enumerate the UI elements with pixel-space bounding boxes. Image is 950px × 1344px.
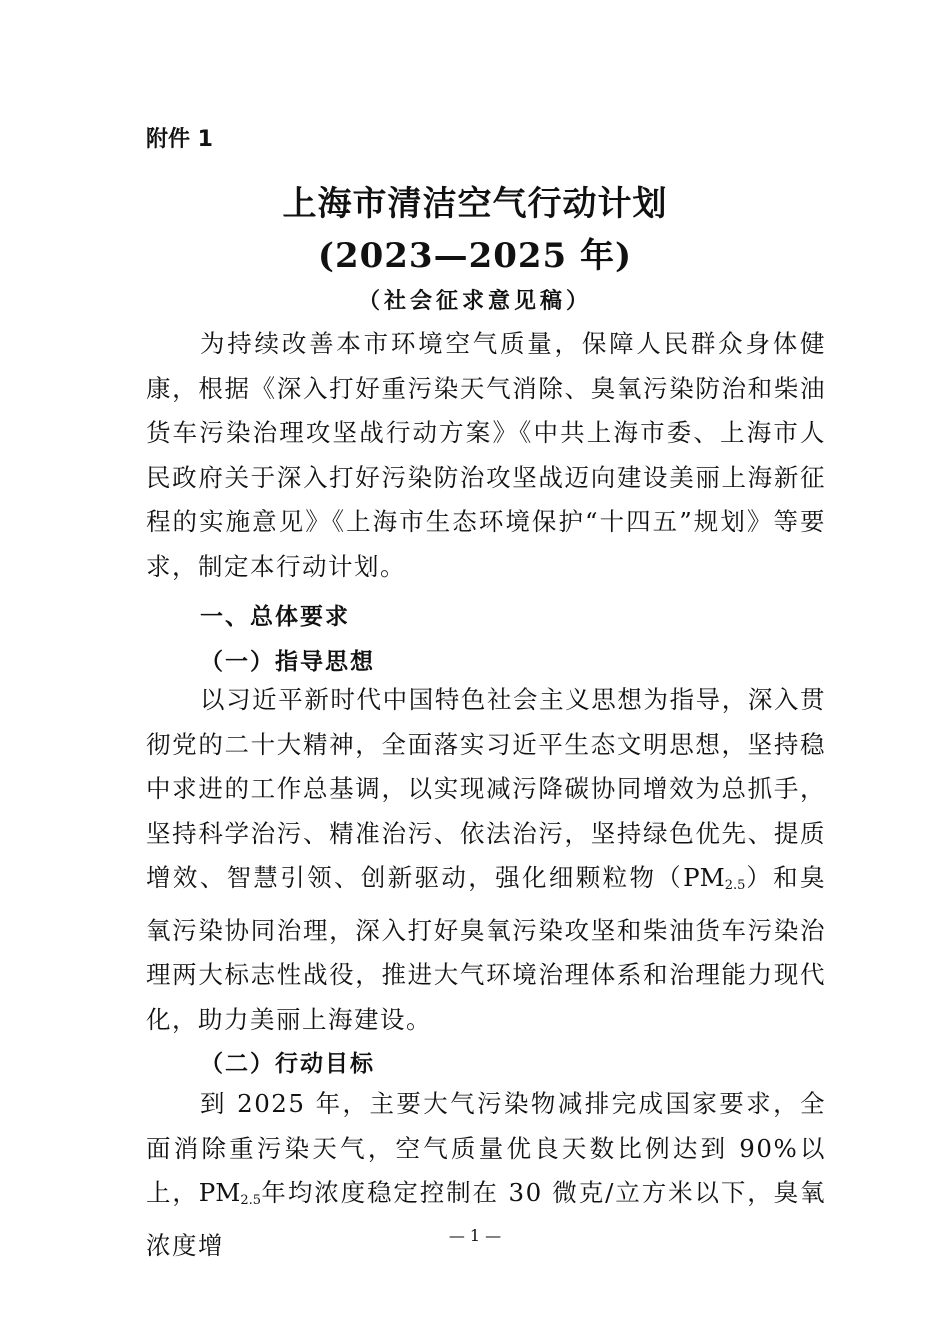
pm-sub-2: 2.5 (240, 1193, 262, 1208)
subsection-heading-action-goals: （二）行动目标 (200, 1051, 375, 1077)
pm-main-2: PM (198, 1178, 241, 1207)
pm-main: PM (683, 863, 725, 892)
goals-text-part1: 到 2025 年，主要大气污染物减排完成国家要求，全面消除重污染天气，空气质量优良天数比例达到 90%以上， (146, 1089, 826, 1207)
pm25-label-2 (199, 1178, 261, 1207)
guiding-text-part1: 以习近平新时代中国特色社会主义思想为指导，深入贯彻党的二十大精神，全面落实习近平生态文明思想，坚持稳中求进的工作总基调，以实现减污降碳协同增效为总抓手，坚持科学治污、精准治污、依法治污，坚持绿色优先、提质增效、智慧引领、创新驱动，强化细颗粒物（ (146, 685, 826, 892)
page-number: — 1 — (448, 1226, 502, 1245)
pm25-label (683, 863, 745, 892)
intro-text: 为持续改善本市环境空气质量，保障人民群众身体健康，根据《深入打好重污染天气消除、臭氧污染防治和柴油货车污染治理攻坚战行动方案》《中共上海市委、上海市人民政府关于深入打好污染防治攻坚战迈向建设美丽上海新征程的实施意见》《上海市生态环境保护“十四五”规划》等要求，制定本行动计划。 (146, 329, 826, 581)
document-title: 上海市清洁空气行动计划 (282, 184, 668, 224)
guiding-text-part2: ）和臭氧污染协同治理，深入打好臭氧污染攻坚和柴油货车污染治理两大标志性战役，推进大气环境治理体系和治理能力现代化，助力美丽上海建设。 (146, 863, 827, 1034)
intro-paragraph (146, 322, 826, 589)
pm-sub: 2.5 (724, 878, 746, 893)
section-heading-general-requirements: 一、总体要求 (200, 604, 350, 630)
goals-text-part2: 年均浓度稳定控制在 30 微克/立方米以下，臭氧浓度增 (146, 1178, 827, 1260)
guiding-paragraph (146, 678, 826, 1042)
document-title-years: (2023—2025 年) (317, 236, 633, 276)
document-subtitle: （社会征求意见稿） (357, 289, 592, 314)
attachment-label: 附件 1 (146, 127, 213, 152)
subsection-heading-guiding-ideology: （一）指导思想 (200, 649, 375, 675)
